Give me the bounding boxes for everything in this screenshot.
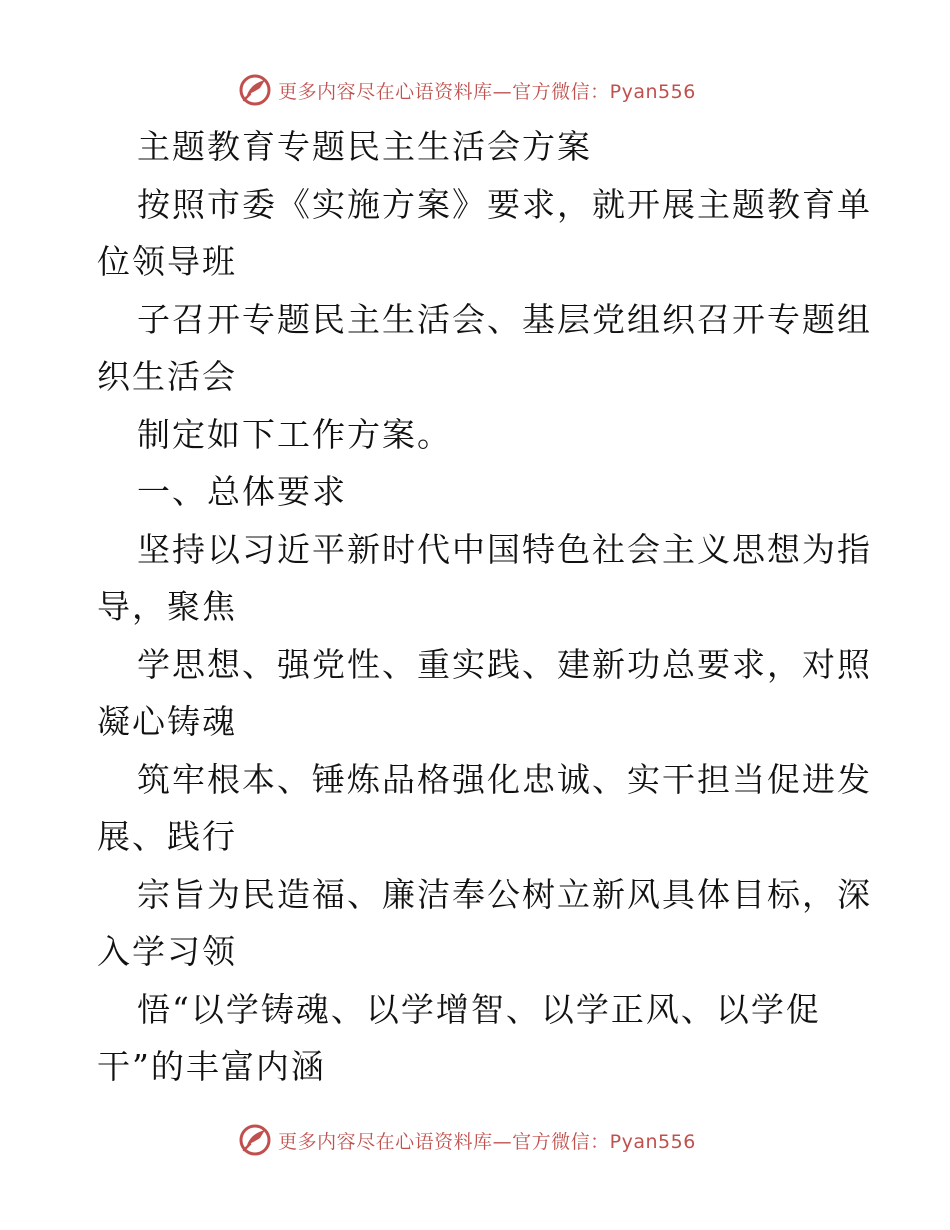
document-line: 制定如下工作方案。 xyxy=(137,414,452,454)
header-banner-inner xyxy=(238,73,696,107)
document-line: 展、践行 xyxy=(97,817,237,856)
document-line: 主题教育专题民主生活会方案 xyxy=(137,127,592,166)
document-line: 一、总体要求 xyxy=(137,472,347,511)
document-line: 学思想、强党性、重实践、建新功总要求，对照 xyxy=(137,644,872,684)
document-line: 筑牢根本、锤炼品格强化忠诚、实干担当促进发 xyxy=(137,759,872,799)
pen-logo-icon xyxy=(238,1123,272,1157)
header-banner xyxy=(0,70,950,110)
document-line: 入学习领 xyxy=(97,932,237,971)
document-line: 织生活会 xyxy=(97,357,237,396)
document-line: 悟“以学铸魂、以学增智、以学正风、以学促 xyxy=(137,989,821,1029)
document-body xyxy=(97,118,872,1096)
document-line: 按照市委《实施方案》要求，就开展主题教育单 xyxy=(137,184,872,224)
document-line: 坚持以习近平新时代中国特色社会主义思想为指 xyxy=(137,529,872,569)
document-line: 干”的丰富内涵 xyxy=(97,1047,326,1086)
document-line: 宗旨为民造福、廉洁奉公树立新风具体目标，深 xyxy=(137,874,872,914)
footer-banner-text: 更多内容尽在心语资料库—官方微信：Pyan556 xyxy=(278,1130,696,1153)
footer-banner-inner xyxy=(238,1123,696,1157)
header-banner-text: 更多内容尽在心语资料库—官方微信：Pyan556 xyxy=(278,80,696,103)
document-line: 子召开专题民主生活会、基层党组织召开专题组 xyxy=(137,299,872,339)
document-line: 位领导班 xyxy=(97,242,237,281)
document-line: 凝心铸魂 xyxy=(97,702,237,741)
pen-logo-icon xyxy=(238,73,272,107)
document-line: 导，聚焦 xyxy=(97,587,237,626)
footer-banner xyxy=(0,1120,950,1160)
